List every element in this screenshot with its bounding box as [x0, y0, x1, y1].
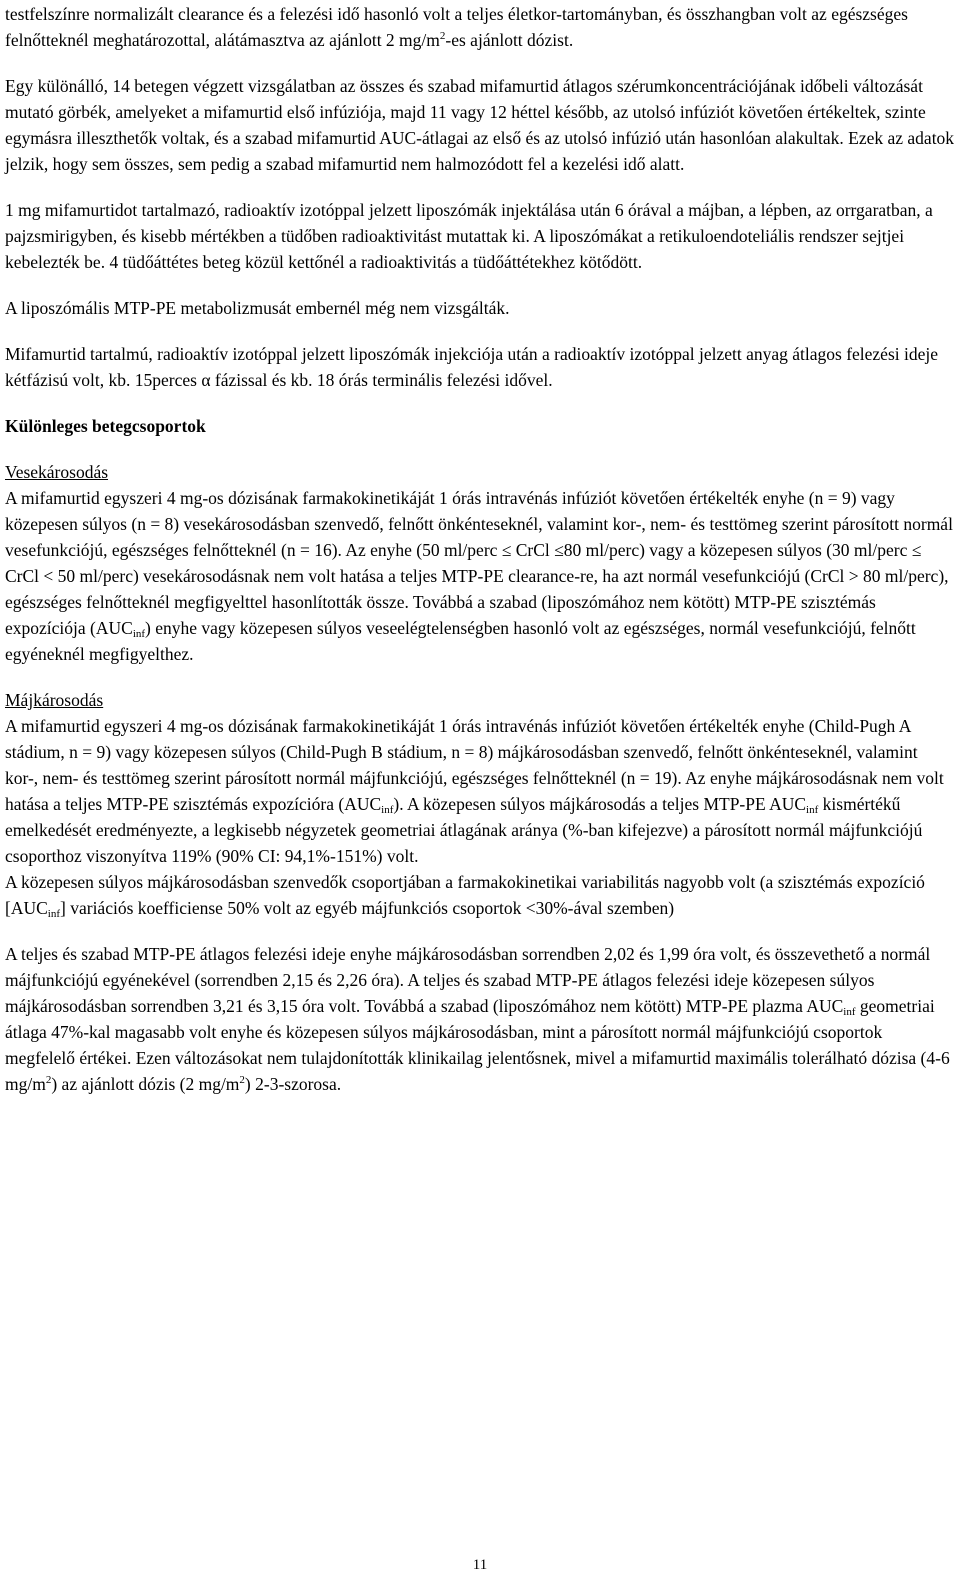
page-number: 11: [472, 1557, 488, 1573]
final-text-dose: ) az ajánlott dózis (2 mg/m: [51, 1074, 240, 1094]
renal-impairment-paragraph: [5, 485, 955, 667]
renal-impairment-heading: Vesekárosodás: [5, 462, 109, 482]
special-populations-heading: Különleges betegcsoportok: [5, 416, 206, 436]
document-body: [5, 1, 955, 1097]
hepatic-impairment-paragraph: [5, 713, 955, 869]
superscript: 2: [239, 1074, 245, 1086]
subscript: inf: [843, 1006, 856, 1018]
radioactivity-paragraph: 1 mg mifamurtidot tartalmazó, radioaktív izotóppal jelzett liposzómák injektálása után 6 órával a májban, a lépben, az orrgaratban, a pajzsmirigyben, és kisebb mértékben a tüdőben radioaktivitást mutattak ki. A liposzómákat a retikuloendoteliális rendszer sejtjei kebelezték be. 4 tüdőáttétes beteg közül kettőnél a radioaktivitás a tüdőáttétekhez kötődött.: [5, 200, 933, 272]
renal-text-end: ) enyhe vagy közepesen súlyos veseelégtelenségben hasonló volt az egészséges, normál vesefunkciójú, felnőtt egyéneknél megfigyelthez.: [5, 618, 916, 664]
final-text-middle: geometriai átlaga 47%-kal magasabb volt enyhe és közepesen súlyos májkárosodásban, mint a párosított normál májfunkciójú csoportok megfelelő értékei. Ezen változásokat nem tulajdonították klinikailag jelentősnek, mivel a mifamurtid maximális tolerálható dózisa (4-6 mg/m: [5, 996, 950, 1094]
superscript: 2: [45, 1074, 52, 1086]
renal-text: A mifamurtid egyszeri 4 mg-os dózisának farmakokinetikáját 1 órás intravénás infúziót követően értékelték enyhe (n = 9) vagy közepesen súlyos (n = 8) vesekárosodásban szenvedő, felnőtt önkénteseknél, valamint kor-, nem- és testtömeg szerint párosított normál vesefunkciójú, egészséges felnőtteknél (n = 16). Az enyhe (50 ml/perc ≤ CrCl ≤80 ml/perc) vagy a közepesen súlyos (30 ml/perc ≤ CrCl < 50 ml/perc) vesekárosodásnak nem volt hatása a teljes MTP-PE clearance-re, ha azt normál vesefunkciójú (CrCl > 80 ml/perc), egészséges felnőtteknél megfigyelttel hasonlították össze. Továbbá a szabad (liposzómához nem kötött) MTP-PE szisztémás expozíciója (AUC: [5, 488, 953, 638]
final-text: A teljes és szabad MTP-PE átlagos felezési ideje enyhe májkárosodásban sorrendben 2,02 és 1,99 óra volt, és összevethető a normál májfunkciójú egyénekével (sorrendben 2,15 és 2,26 óra). A teljes és szabad MTP-PE átlagos felezési ideje közepesen súlyos májkárosodásban sorrendben 3,21 és 3,15 óra volt. Továbbá a szabad (liposzómához nem kötött) MTP-PE plazma AUC: [5, 944, 931, 1016]
hepatic-variability-paragraph: [5, 869, 955, 921]
half-life-paragraph: Mifamurtid tartalmú, radioaktív izotóppal jelzett liposzómák injekciója után a radioaktív izotóppal jelzett anyag átlagos felezési ideje kétfázisú volt, kb. 15perces α fázissal és kb. 18 órás terminális felezési idővel.: [5, 344, 939, 390]
subscript: inf: [381, 804, 394, 816]
hepatic-text-end: kismértékű emelkedését eredményezte, a legkisebb négyzetek geometriai átlagának aránya (%-ban kifejezve) a párosított normál májfunkciójú csoporthoz viszonyítva 119% (90% CI: 94,1%-151%) volt.: [5, 794, 923, 866]
final-text-end: ) 2-3-szorosa.: [244, 1074, 342, 1094]
intro-text: testfelszínre normalizált clearance és a felezési idő hasonló volt a teljes életkor-tartományban, és összhangban volt az egészséges felnőtteknél meghatározottal, alátámasztva az ajánlott 2 mg/m: [5, 4, 908, 50]
subscript: inf: [806, 804, 819, 816]
subscript: inf: [132, 628, 146, 640]
half-life-hepatic-paragraph: [5, 941, 955, 1097]
metabolism-paragraph: A liposzómális MTP-PE metabolizmusát embernél még nem vizsgálták.: [5, 298, 510, 318]
intro-text-end: -es ajánlott dózist.: [445, 30, 574, 50]
study-paragraph: Egy különálló, 14 betegen végzett vizsgálatban az összes és szabad mifamurtid átlagos szérumkoncentrációjának időbeli változását mutató görbék, amelyeket a mifamurtid első infúziója, majd 11 vagy 12 héttel később, az utolsó infúziót követően értékeltek, szinte egymásra illeszthetők voltak, és a szabad mifamurtid AUC-átlagai az első és az utolsó infúzió után hasonlóan alakultak. Ezek az adatok jelzik, hogy sem összes, sem pedig a szabad mifamurtid nem halmozódott fel a kezelési idő alatt.: [5, 76, 955, 174]
hepatic-text: A mifamurtid egyszeri 4 mg-os dózisának farmakokinetikáját 1 órás intravénás infúziót követően értékelték enyhe (Child-Pugh A stádium, n = 9) vagy közepesen súlyos (Child-Pugh B stádium, n = 8) májkárosodásban szenvedő, felnőtt önkénteseknél, valamint kor-, nem- és testtömeg szerint párosított normál májfunkciójú, egészséges felnőtteknél (n = 19). Az enyhe májkárosodásnak nem volt hatása a teljes MTP-PE szisztémás expozícióra (AUC: [5, 716, 944, 814]
variability-text: A közepesen súlyos májkárosodásban szenvedők csoportjában a farmakokinetikai variabilitás nagyobb volt (a szisztémás expozíció [AUC: [5, 872, 925, 918]
intro-paragraph: [5, 1, 955, 53]
subscript: inf: [47, 908, 61, 920]
superscript: 2: [439, 30, 446, 42]
hepatic-text-middle: ). A közepesen súlyos májkárosodás a teljes MTP-PE AUC: [393, 794, 807, 814]
variability-text-end: ] variációs koefficiense 50% volt az egyéb májfunkciós csoportok <30%-ával szemben): [60, 898, 675, 918]
hepatic-impairment-heading: Májkárosodás: [5, 690, 104, 710]
